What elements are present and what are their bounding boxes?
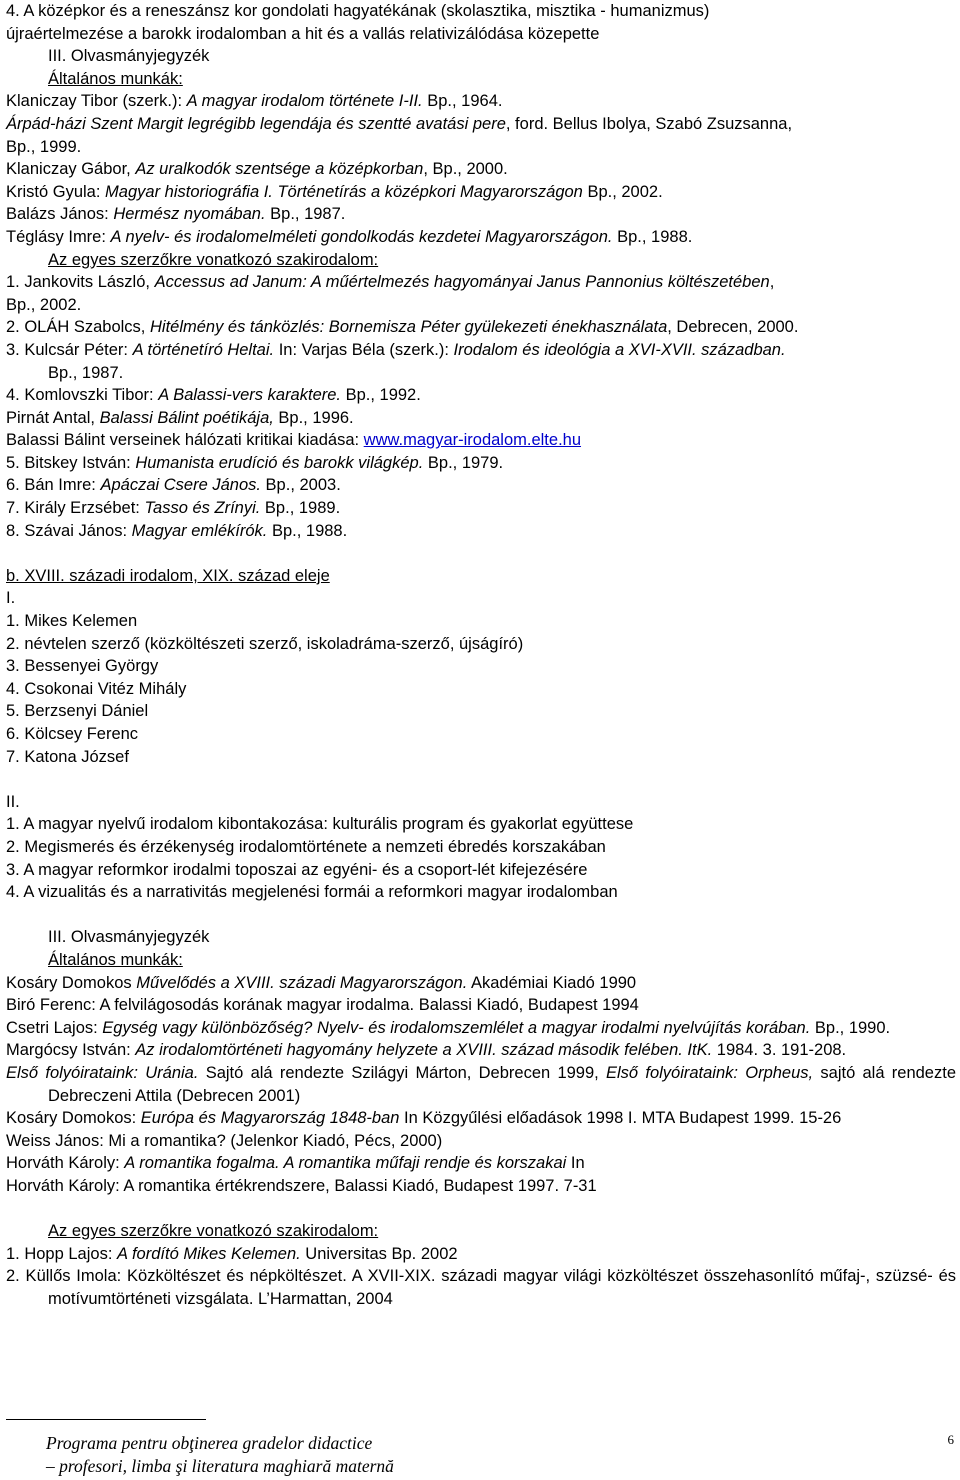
list-item: 3. A magyar reformkor irodalmi toposzai az egyéni- és a csoport-lét kifejezésére	[6, 860, 588, 879]
part-label: II.	[6, 792, 20, 811]
reference-item: Klaniczay Tibor (szerk.): A magyar irodalom története I-II. Bp., 1964.	[6, 92, 503, 111]
reference-item-continued: Bp., 1987.	[48, 363, 124, 382]
section-heading: b. XVIII. századi irodalom, XIX. század eleje	[6, 566, 330, 585]
subsection-heading: Általános munkák:	[48, 69, 183, 88]
list-item: 4. A vizualitás és a narrativitás megjelenési formái a reformkori magyar irodalomban	[6, 883, 618, 902]
page-number: 6	[947, 1432, 954, 1447]
list-item: 2. Megismerés és érzékenység irodalomtörténete a nemzeti ébredés korszakában	[6, 837, 606, 856]
reference-item-continued: Bp., 1999.	[6, 137, 82, 156]
list-item: 3. Bessenyei György	[6, 657, 159, 676]
reference-item: Horváth Károly: A romantika fogalma. A romantika műfaji rendje és korszakai In	[6, 1154, 585, 1173]
subsection-heading: Az egyes szerzőkre vonatkozó szakirodalom:	[48, 250, 379, 269]
list-item: 4. Csokonai Vitéz Mihály	[6, 679, 187, 698]
reference-item: Kristó Gyula: Magyar historiográfia I. Történetírás a középkori Magyarországon Bp., 2002.	[6, 182, 663, 201]
list-item: 1. A magyar nyelvű irodalom kibontakozása: kulturális program és gyakorlat együttese	[6, 815, 634, 834]
list-item: 2. névtelen szerző (közköltészeti szerző, iskoladráma-szerző, újságíró)	[6, 634, 524, 653]
topic-line: újraértelmezése a barokk irodalomban a hit és a vallás relativizálódása közepette	[6, 24, 600, 43]
reference-item: Margócsy István: Az irodalomtörténeti hagyomány helyzete a XVIII. század második felében. ItK. 1984. 3. 191-208.	[6, 1041, 847, 1060]
topic-list	[6, 813, 956, 903]
subsection-heading: Általános munkák:	[48, 950, 183, 969]
spacer	[6, 768, 956, 791]
spacer	[6, 904, 956, 927]
section-heading: III. Olvasmányjegyzék	[48, 47, 210, 66]
list-item: 5. Berzsenyi Dániel	[6, 702, 149, 721]
topic-line: 4. A középkor és a reneszánsz kor gondolati hagyatékának (skolasztika, misztika - humanizmus)	[6, 2, 710, 20]
reference-item: Kosáry Domokos: Európa és Magyarország 1848-ban In Közgyűlési előadások 1998 I. MTA Budapest 1999. 15-26	[6, 1109, 842, 1128]
reference-item: Téglásy Imre: A nyelv- és irodalomelméleti gondolkodás kezdetei Magyarországon. Bp., 1988.	[6, 227, 693, 246]
reference-item: Első folyóirataink: Uránia. Sajtó alá rendezte Szilágyi Márton, Debrecen 1999, Első folyóirataink: Orpheus, sajtó alá rendezte Debreczeni Attila (Debrecen 2001)	[6, 1063, 956, 1105]
spacer	[6, 1197, 956, 1220]
reference-item-continued: Bp., 2002.	[6, 295, 82, 314]
reference-item: Balassi Bálint verseinek hálózati kritikai kiadása: www.magyar-irodalom.elte.hu	[6, 431, 582, 450]
reference-item: Horváth Károly: A romantika értékrendszere, Balassi Kiadó, Budapest 1997. 7-31	[6, 1176, 597, 1195]
page-footer	[46, 1432, 394, 1477]
reference-item: 2. Küllős Imola: Közköltészet és népköltészet. A XVII-XIX. századi magyar világi közköltészet összehasonlító műfaj-, szüzsé- és motívumtörténeti vizsgálata. L’Harmattan, 2004	[6, 1267, 956, 1308]
subsection-heading: Az egyes szerzőkre vonatkozó szakirodalom:	[48, 1222, 379, 1241]
reference-item: 5. Bitskey István: Humanista erudíció és barokk világkép. Bp., 1979.	[6, 453, 504, 472]
footer-line: – profesori, limba şi literatura maghiară maternă	[46, 1455, 394, 1476]
reference-item: 2. OLÁH Szabolcs, Hitélmény és tánközlés: Bornemisza Péter gyülekezeti énekhasználata, Debrecen, 2000.	[6, 318, 799, 337]
reference-item: 6. Bán Imre: Apáczai Csere János. Bp., 2003.	[6, 476, 341, 495]
reference-item: Klaniczay Gábor, Az uralkodók szentsége a középkorban, Bp., 2000.	[6, 160, 508, 179]
author-list	[6, 610, 956, 768]
reference-item: 4. Komlovszki Tibor: A Balassi-vers karaktere. Bp., 1992.	[6, 386, 421, 405]
reference-item: Csetri Lajos: Egység vagy különbözőség? Nyelv- és irodalomszemlélet a magyar irodalmi nyelvújítás korában. Bp., 1990.	[6, 1018, 891, 1037]
reference-item: 8. Szávai János: Magyar emlékírók. Bp., 1988.	[6, 521, 348, 540]
reference-item: 3. Kulcsár Péter: A történetíró Heltai. In: Varjas Béla (szerk.): Irodalom és ideológia a XVI-XVII. században.	[6, 340, 786, 359]
section-heading: III. Olvasmányjegyzék	[48, 928, 210, 947]
part-label: I.	[6, 589, 16, 608]
reference-item: Balázs János: Hermész nyomában. Bp., 1987.	[6, 205, 346, 224]
reference-item: 1. Hopp Lajos: A fordító Mikes Kelemen. Universitas Bp. 2002	[6, 1244, 458, 1263]
reference-item: Weiss János: Mi a romantika? (Jelenkor Kiadó, Pécs, 2000)	[6, 1131, 443, 1150]
list-item: 6. Kölcsey Ferenc	[6, 725, 139, 743]
reference-item: Árpád-házi Szent Margit legrégibb legendája és szentté avatási pere, ford. Bellus Ibolya, Szabó Zsuzsanna,	[6, 114, 793, 133]
document-body	[6, 0, 956, 1310]
list-item: 1. Mikes Kelemen	[6, 612, 138, 631]
reference-item: Pirnát Antal, Balassi Bálint poétikája, Bp., 1996.	[6, 408, 354, 427]
footer-divider	[6, 1419, 206, 1420]
reference-item: 1. Jankovits László, Accessus ad Janum: A műértelmezés hagyományai Janus Pannonius költészetében,	[6, 273, 775, 292]
footer-line: Programa pentru obţinerea gradelor didactice	[46, 1433, 373, 1453]
reference-item: Kosáry Domokos Művelődés a XVIII. századi Magyarországon. Akadémiai Kiadó 1990	[6, 973, 637, 992]
external-link[interactable]: www.magyar-irodalom.elte.hu	[363, 431, 582, 450]
reference-item: Biró Ferenc: A felvilágosodás korának magyar irodalma. Balassi Kiadó, Budapest 1994	[6, 996, 639, 1015]
list-item: 7. Katona József	[6, 747, 129, 766]
spacer	[6, 542, 956, 565]
reference-item: 7. Király Erzsébet: Tasso és Zrínyi. Bp., 1989.	[6, 499, 341, 518]
